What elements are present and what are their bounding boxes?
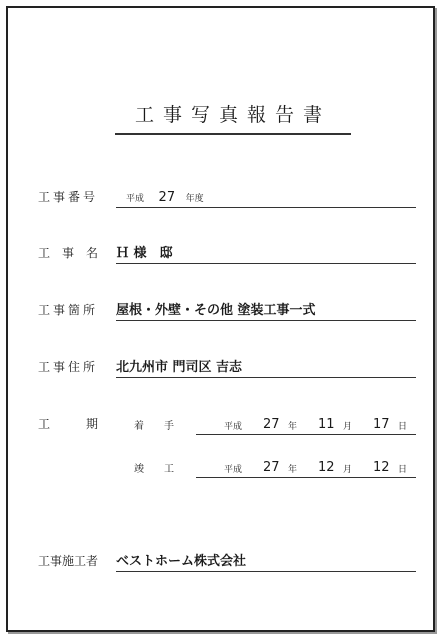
period-end-month: 12 <box>318 460 335 475</box>
period-label: 工 期 <box>38 417 99 431</box>
period-end-month-unit: 月 <box>343 465 353 475</box>
period-start-year: 27 <box>263 417 280 432</box>
period-start-day: 17 <box>373 417 390 432</box>
construction-number-era: 平成 <box>126 194 145 204</box>
construction-address-value: 北九州市 門司区 吉志 <box>116 360 243 375</box>
construction-number-suffix: 年度 <box>185 194 204 204</box>
construction-name-line <box>116 241 416 264</box>
period-start-era: 平成 <box>224 422 243 432</box>
construction-name-label: 工 事 名 <box>38 246 99 260</box>
construction-location-label: 工事箇所 <box>38 303 99 317</box>
construction-location-line <box>116 298 416 321</box>
period-start-month: 11 <box>318 417 335 432</box>
period-start-label: 着 手 <box>134 421 174 432</box>
period-end-day: 12 <box>373 460 390 475</box>
construction-address-line <box>116 355 416 378</box>
contractor-line <box>116 549 416 572</box>
period-start-line <box>196 412 416 435</box>
construction-number-year: 27 <box>158 190 176 205</box>
period-start-year-unit: 年 <box>288 422 298 432</box>
construction-address-label: 工事住所 <box>38 360 99 374</box>
construction-name-value: Ｈ 様 邸 <box>116 246 173 261</box>
contractor-label: 工事施工者 <box>38 554 99 568</box>
period-end-year: 27 <box>263 460 280 475</box>
contractor-value: ベストホーム株式会社 <box>116 554 247 569</box>
document-title: 工事写真報告書 <box>115 100 351 135</box>
period-end-year-unit: 年 <box>288 465 298 475</box>
period-end-era: 平成 <box>224 465 243 475</box>
period-end-line <box>196 455 416 478</box>
period-end-label: 竣 工 <box>134 464 174 475</box>
period-start-day-unit: 日 <box>398 422 408 432</box>
construction-number-label: 工事番号 <box>38 190 99 204</box>
construction-number-line <box>116 185 416 208</box>
construction-location-value: 屋根・外壁・その他 塗装工事一式 <box>116 303 316 318</box>
period-start-month-unit: 月 <box>343 422 353 432</box>
period-end-day-unit: 日 <box>398 465 408 475</box>
